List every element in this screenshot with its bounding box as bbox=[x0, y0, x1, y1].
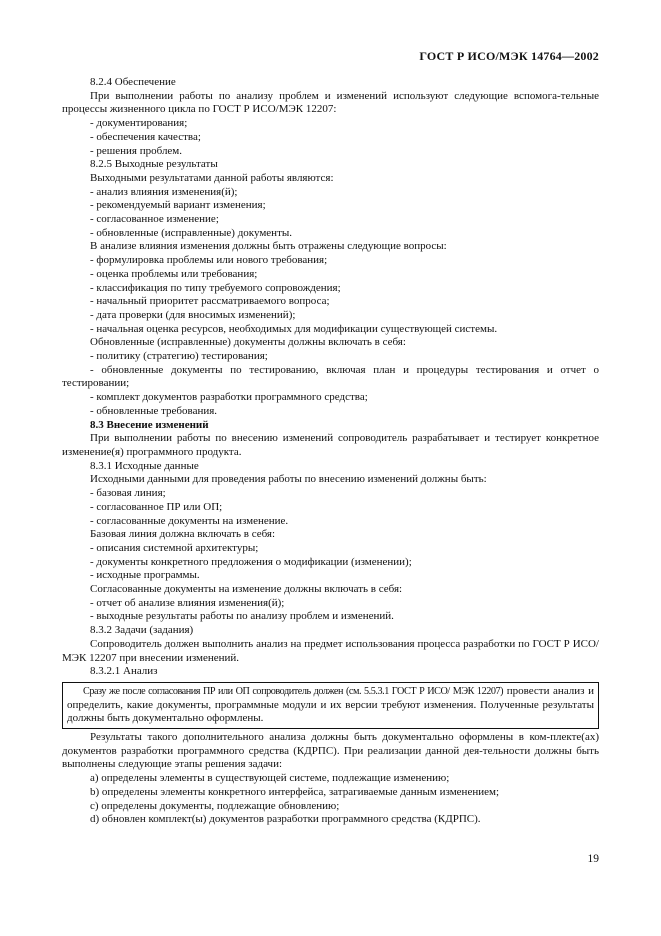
section-heading: 8.2.5 Выходные результаты bbox=[90, 158, 218, 171]
list-item: - документы конкретного предложения о модификации (изменении); bbox=[90, 555, 412, 568]
list-item: - обеспечения качества; bbox=[90, 130, 201, 143]
section-heading: 8.3.2 Задачи (задания) bbox=[90, 624, 194, 637]
paragraph: Согласованные документы на изменение должны включать в себя: bbox=[90, 583, 403, 596]
list-item: - обновленные (исправленные) документы. bbox=[90, 226, 293, 239]
list-item: - комплект документов разработки программного средства; bbox=[90, 391, 368, 404]
page-body bbox=[62, 76, 599, 827]
paragraph: Базовая линия должна включать в себя: bbox=[90, 528, 276, 541]
list-item: - обновленные требования. bbox=[90, 404, 218, 417]
list-item: - исходные программы. bbox=[90, 569, 200, 582]
list-item: - отчет об анализе влияния изменения(й); bbox=[90, 596, 285, 609]
list-item: - анализ влияния изменения(й); bbox=[90, 185, 238, 198]
list-item: - рекомендуемый вариант изменения; bbox=[90, 199, 266, 212]
list-item: - начальный приоритет рассматриваемого вопроса; bbox=[90, 295, 330, 308]
list-item: - согласованное изменение; bbox=[90, 213, 219, 226]
list-item: - формулировка проблемы или нового требования; bbox=[90, 254, 328, 267]
list-item: - базовая линия; bbox=[90, 487, 166, 500]
list-item: d) обновлен комплект(ы) документов разработки программного средства (КДРПС). bbox=[90, 813, 481, 826]
list-item: - дата проверки (для вносимых изменений); bbox=[90, 308, 296, 321]
list-item-wrapped: - обновленные документы по тестированию, включая план и процедуры тестирования и отчет о тестировании; bbox=[62, 363, 599, 390]
paragraph: При выполнении работы по внесению изменений сопроводитель разрабатывает и тестирует конкретное изменение(я) программного продукта. bbox=[62, 432, 599, 458]
paragraph: Сопроводитель должен выполнить анализ на предмет использования процесса разработки по ГОСТ Р ИСО/МЭК 12207 при внесении изменений. bbox=[62, 637, 599, 664]
list-item: - решения проблем. bbox=[90, 144, 183, 157]
section-heading-bold: 8.3 Внесение изменений bbox=[90, 418, 209, 431]
list-item: - выходные результаты работы по анализу проблем и изменений. bbox=[90, 610, 394, 623]
list-item: - описания системной архитектуры; bbox=[90, 541, 259, 554]
boxed-first-line: Сразу же после согласования ПР или ОП сопроводитель должен (см. 5.5.3.1 ГОСТ Р ИСО/ МЭК 12207) bbox=[83, 685, 504, 697]
list-item: - согласованные документы на изменение. bbox=[90, 514, 289, 527]
list-item: - оценка проблемы или требования; bbox=[90, 267, 258, 280]
section-heading: 8.3.1 Исходные данные bbox=[90, 459, 199, 472]
paragraph: При выполнении работы по анализу проблем и изменений используют следующие вспомога-тельные процессы жизненного цикла по ГОСТ Р ИСО/МЭК 12207: bbox=[62, 89, 599, 116]
paragraph: В анализе влияния изменения должны быть отражены следующие вопросы: bbox=[90, 240, 447, 253]
list-item: - документирования; bbox=[90, 117, 188, 130]
page-header: ГОСТ Р ИСО/МЭК 14764—2002 bbox=[419, 49, 599, 63]
page-number: 19 bbox=[587, 853, 599, 865]
paragraph: Результаты такого дополнительного анализа должны быть документально оформлены в ком-плекте(ах) документов разработки программного средства (КДРПС). При реализации данной дея-тельности должны быть выполнены следующие этапы решения задачи: bbox=[62, 731, 599, 771]
boxed-rest: провести анализ и определить, какие документы, программные модули и их версии требуют изменения. Полученные результаты должны быть документально оформлены. bbox=[67, 684, 595, 725]
list-item: c) определены документы, подлежащие обновлению; bbox=[90, 799, 340, 812]
list-item: b) определены элементы конкретного интерфейса, затрагиваемые данным изменением; bbox=[90, 785, 500, 798]
list-item: - классификация по типу требуемого сопровождения; bbox=[90, 281, 341, 294]
section-heading: 8.2.4 Обеспечение bbox=[90, 76, 176, 88]
paragraph: Выходными результатами данной работы являются: bbox=[90, 171, 334, 184]
paragraph: Обновленные (исправленные) документы должны включать в себя: bbox=[90, 336, 406, 349]
list-item: - согласованное ПР или ОП; bbox=[90, 500, 223, 513]
section-heading: 8.3.2.1 Анализ bbox=[90, 665, 158, 678]
paragraph: Исходными данными для проведения работы по внесению изменений должны быть: bbox=[90, 473, 487, 486]
list-item: a) определены элементы в существующей системе, подлежащие изменению; bbox=[90, 772, 450, 785]
list-item: - политику (стратегию) тестирования; bbox=[90, 350, 268, 363]
list-item: - начальная оценка ресурсов, необходимых для модификации существующей системы. bbox=[90, 322, 498, 335]
boxed-paragraph bbox=[62, 682, 599, 729]
